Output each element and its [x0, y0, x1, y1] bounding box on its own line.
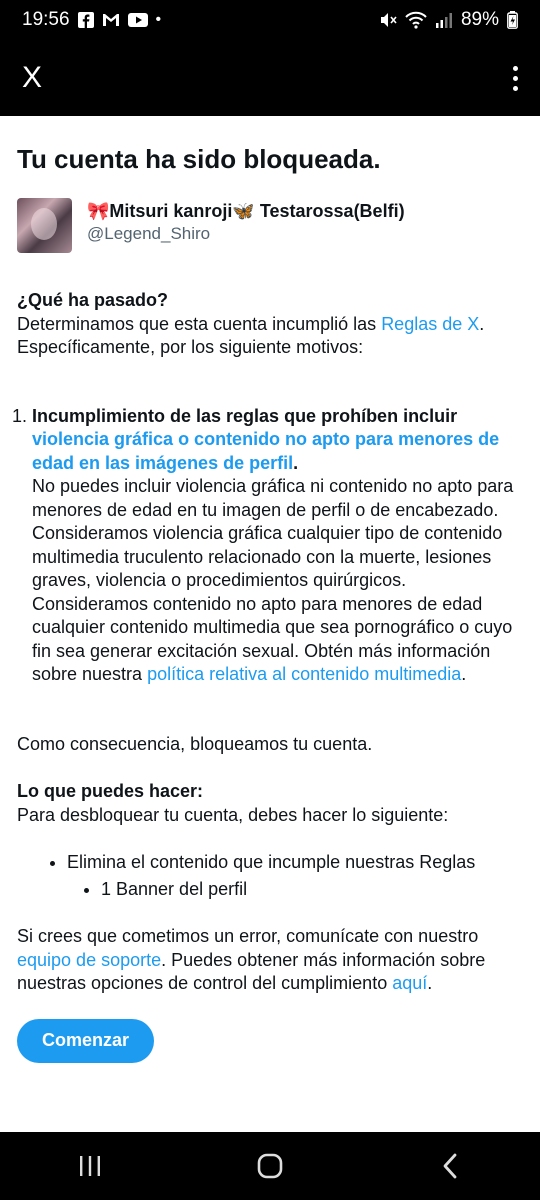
- reason-title: [32, 406, 499, 473]
- rules-link[interactable]: Reglas de X: [381, 313, 480, 334]
- menu-dot: [513, 76, 518, 81]
- what-happened-text-after: . Específicamente, por los siguiente motivos:: [17, 313, 485, 357]
- appeal-text-middle: . Puedes obtener más información sobre nuestras opciones de control del cumplimiento: [17, 949, 486, 993]
- todo-item: [67, 851, 523, 901]
- todo-subitem: • 1 Banner del perfil: [101, 878, 523, 902]
- home-icon: [256, 1152, 284, 1180]
- consequence-text: Como consecuencia, bloqueamos tu cuenta.: [17, 733, 373, 754]
- status-bar: [0, 0, 540, 40]
- what-happened-text: [17, 313, 523, 360]
- battery-icon: [507, 11, 518, 29]
- account-handle: @Legend_Shiro: [87, 224, 211, 243]
- close-button[interactable]: X: [22, 61, 43, 94]
- page-title: Tu cuenta ha sido bloqueada.: [17, 144, 381, 174]
- clock: 19:56: [22, 9, 70, 30]
- appeal-text-after: .: [427, 973, 433, 993]
- what-you-can-do-text: Para desbloquear tu cuenta, debes hacer lo siguiente:: [17, 804, 449, 825]
- reason-body: No puedes incluir violencia gráfica ni contenido no apto para menores de edad en tu imagen de perfil o de encabezado. Consideramos violencia gráfica cualquier tipo de contenido multimedia truculento relacionado con la muerte, lesiones graves, violencia o procedimientos quirúrgicos. Consideramos contenido no apto para menores de edad cualquier contenido multimedia que sea pornográfico o cuyo fin sea generar excitación sexual. Obtén más información sobre nuestra: [32, 476, 514, 684]
- start-button[interactable]: Comenzar: [17, 1019, 154, 1063]
- battery-percent: 89%: [460, 9, 499, 30]
- more-vertical-icon[interactable]: [513, 66, 518, 91]
- menu-dot: [513, 66, 518, 71]
- reason-title-end: .: [293, 452, 299, 473]
- appeal-text-before: Si crees que cometimos un error, comunícate con nuestro: [17, 926, 479, 946]
- media-policy-link[interactable]: política relativa al contenido multimedia: [147, 664, 462, 684]
- recent-apps-icon: [78, 1155, 102, 1177]
- what-you-can-do-title: Lo que puedes hacer:: [17, 781, 204, 801]
- home-button[interactable]: [240, 1141, 300, 1191]
- todo-item-text: Elimina el contenido que incumple nuestras Reglas: [67, 852, 476, 872]
- support-team-link[interactable]: equipo de soporte: [17, 949, 162, 970]
- facebook-icon: [78, 12, 94, 28]
- avatar: [17, 198, 72, 253]
- mute-icon: [379, 11, 397, 29]
- reason-body-end: .: [461, 664, 467, 684]
- wifi-icon: [405, 11, 427, 29]
- reason-title-text: Incumplimiento de las reglas que prohíben incluir: [32, 405, 458, 426]
- what-happened-title: ¿Qué ha pasado?: [17, 290, 169, 310]
- account-card: [17, 198, 523, 253]
- reasons-list: [17, 405, 523, 687]
- recent-apps-button[interactable]: [60, 1141, 120, 1191]
- back-icon: [441, 1153, 459, 1179]
- back-button[interactable]: [420, 1141, 480, 1191]
- todo-list: [17, 851, 523, 901]
- what-happened-text-before: Determinamos que esta cuenta incumplió las: [17, 313, 382, 334]
- here-link[interactable]: aquí: [392, 973, 428, 993]
- graphic-violence-policy-link[interactable]: violencia gráfica o contenido no apto para menores de edad en las imágenes de perfil: [32, 429, 500, 473]
- app-bar: [0, 40, 540, 116]
- signal-icon: [435, 12, 453, 28]
- menu-dot: [513, 86, 518, 91]
- todo-sublist: [67, 878, 523, 902]
- gmail-icon: [102, 13, 120, 27]
- display-name: 🎀Mitsuri kanroji🦋 Testarossa(Belfi): [87, 201, 405, 221]
- appeal-text: [17, 925, 523, 996]
- reason-item: [32, 405, 523, 687]
- notification-dot: •: [155, 11, 162, 28]
- system-nav-bar: [0, 1132, 540, 1200]
- page-content: [0, 116, 540, 1063]
- youtube-icon: [128, 13, 148, 27]
